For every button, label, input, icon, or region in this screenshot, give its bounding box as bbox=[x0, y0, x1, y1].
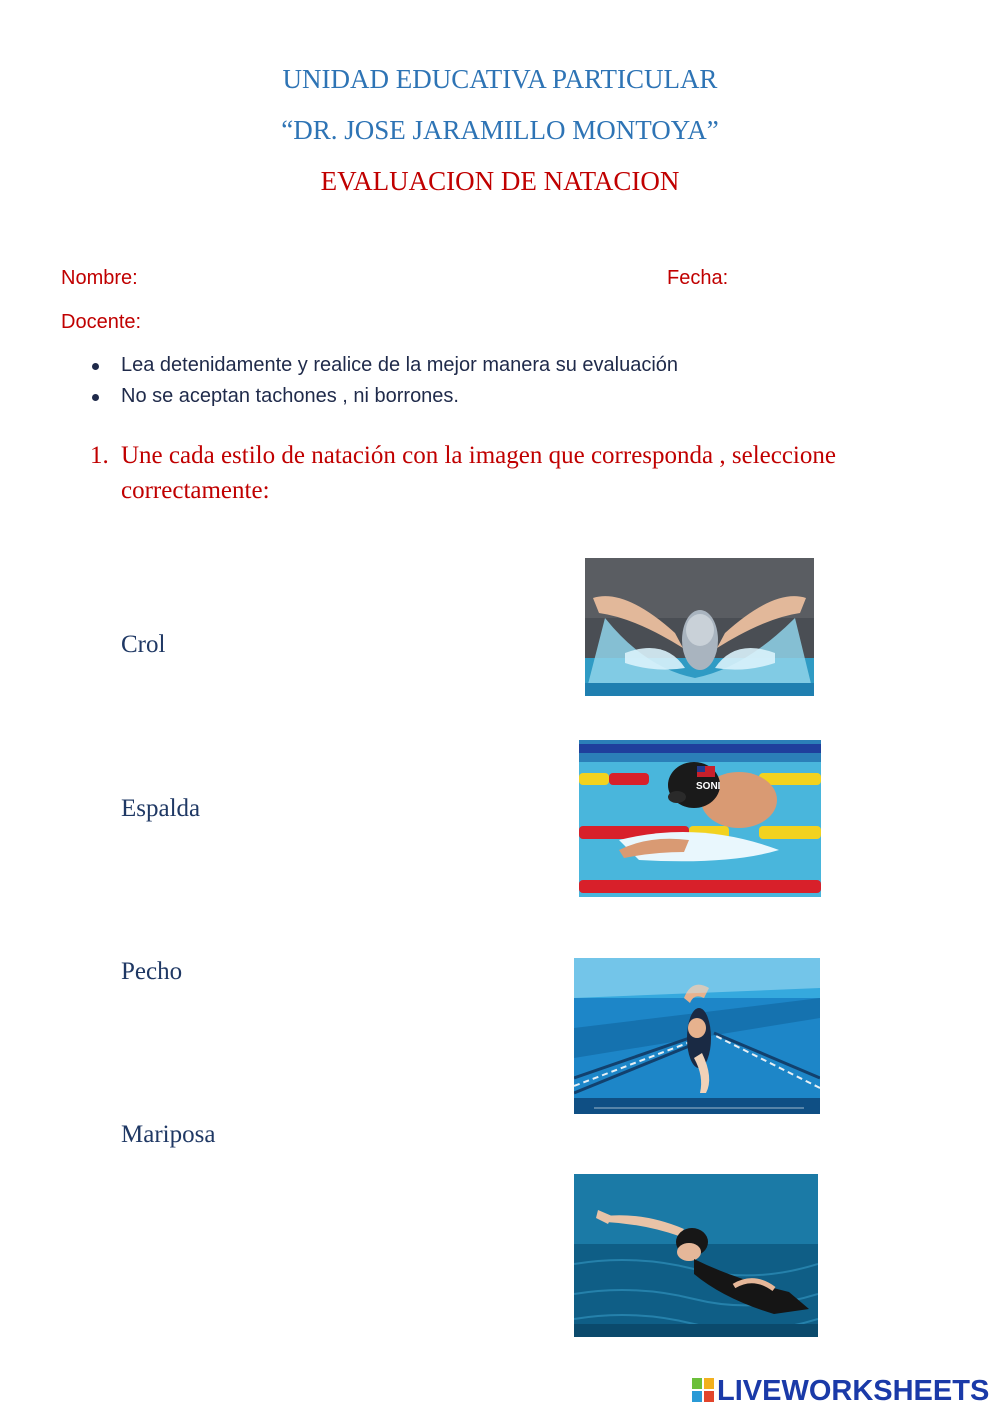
liveworksheets-logo bbox=[692, 1375, 992, 1407]
question-text: Une cada estilo de natación con la imagen que corresponda , seleccione correctamente: bbox=[121, 442, 836, 504]
instruction-item bbox=[88, 381, 888, 412]
question-number: 1. bbox=[90, 442, 109, 469]
school-name: UNIDAD EDUCATIVA PARTICULAR bbox=[282, 64, 718, 94]
cap-text: SONI bbox=[696, 781, 721, 792]
teacher-label: Docente: bbox=[61, 311, 142, 333]
backstroke-swimmer-photo[interactable] bbox=[574, 1174, 818, 1337]
style-label-mariposa[interactable]: Mariposa bbox=[121, 1121, 216, 1148]
brand-name: LIVEWORKSHEETS bbox=[717, 1375, 990, 1407]
name-label: Nombre: bbox=[61, 267, 138, 289]
date-label: Fecha: bbox=[667, 267, 729, 289]
school-name-secondary: “DR. JOSE JARAMILLO MONTOYA” bbox=[281, 115, 719, 145]
liveworksheets-mark-icon bbox=[692, 1378, 714, 1402]
style-label-crol[interactable]: Crol bbox=[121, 631, 166, 658]
bullet-icon bbox=[92, 394, 99, 401]
instruction-item bbox=[88, 350, 888, 381]
instruction-text: Lea detenidamente y realice de la mejor manera su evaluación bbox=[121, 354, 679, 376]
bullet-icon bbox=[92, 363, 99, 370]
style-label-espalda[interactable]: Espalda bbox=[121, 795, 201, 822]
style-label-pecho[interactable]: Pecho bbox=[121, 958, 183, 985]
page-title: EVALUACION DE NATACION bbox=[320, 166, 680, 196]
instruction-text: No se aceptan tachones , ni borrones. bbox=[121, 385, 459, 407]
breaststroke-swimmer-photo[interactable] bbox=[579, 740, 821, 897]
freestyle-underwater-photo[interactable] bbox=[574, 958, 820, 1114]
instructions-list bbox=[88, 350, 888, 412]
butterfly-swimmer-photo[interactable] bbox=[585, 558, 814, 696]
